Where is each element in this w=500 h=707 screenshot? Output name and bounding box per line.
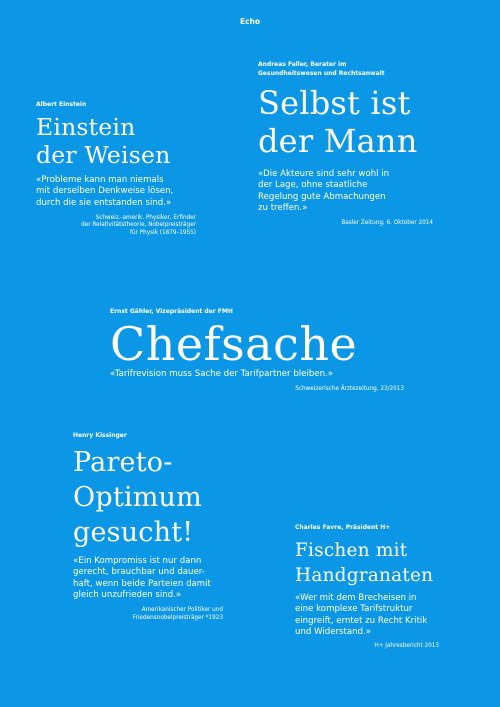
quote-text: [110, 369, 410, 380]
title-line: Fischen mit: [295, 540, 408, 561]
quote-line: «Wer mit dem Brecheisen in: [295, 593, 417, 603]
source-line: der Relativitätstheorie, Nobelpreisträger: [81, 222, 196, 229]
source-line: für Physik (1879–1955): [129, 230, 196, 237]
source-line: Amerikanischer Politiker und: [141, 607, 223, 614]
quote-block-faller: [258, 60, 448, 228]
quote-block-favre: [295, 523, 455, 651]
quote-title: [258, 84, 448, 160]
source-line: Schweiz.-amerik. Physiker, Erfinder: [95, 214, 196, 221]
quote-line: haft, wenn beide Parteien damit: [73, 578, 211, 589]
quote-title: [295, 538, 455, 588]
page-header: Echo: [239, 17, 261, 26]
author-line: Gesundheitswesen und Rechtsanwalt: [258, 70, 385, 77]
quote-author: [258, 60, 448, 78]
quote-author: Charles Favre, Präsident H+: [295, 524, 391, 531]
title-line: Optimum: [73, 482, 202, 513]
quote-text: [36, 175, 196, 209]
quote-line: zu treffen.»: [258, 202, 308, 213]
quote-line: der Lage, ohne staatliche: [258, 180, 368, 191]
quote-block-einstein: [36, 100, 196, 238]
quote-source: [73, 607, 223, 622]
quote-line: durch die sie entstanden sind.»: [36, 197, 172, 208]
title-line: der Weisen: [36, 141, 171, 169]
title-line: der Mann: [258, 122, 418, 160]
quote-author: Ernst Gähler, Vizepräsident der FMH: [110, 308, 233, 315]
quote-line: und Widerstand.»: [295, 626, 372, 637]
quote-title: [36, 113, 196, 169]
quote-line: eine komplexe Tarifstruktur: [295, 604, 413, 615]
title-line: Einstein: [36, 113, 136, 141]
title-line: gesucht!: [73, 517, 194, 548]
source-line: Friedensnobelpreisträger *1923: [132, 614, 223, 621]
quote-text: [295, 593, 455, 638]
quote-line: «Ein Kompromiss ist nur dann: [73, 556, 202, 566]
quote-text: [258, 169, 423, 214]
quote-source: [36, 215, 196, 238]
quote-line: «Probleme kann man niemals: [36, 175, 164, 185]
quote-line: «Tarifrevision muss Sache der Tarifpartner bleiben.»: [110, 369, 334, 379]
quote-line: «Die Akteure sind sehr wohl in: [258, 169, 390, 179]
quote-block-kissinger: [73, 431, 223, 622]
author-line: Andreas Faller, Berater im: [258, 61, 347, 68]
title-line: Pareto-: [73, 447, 173, 478]
source-line: H+ Jahresbericht 2013: [374, 643, 439, 650]
quote-title: [110, 319, 410, 369]
title-line: Handgranaten: [295, 565, 434, 586]
source-line: Basler Zeitung, 6. Oktober 2014: [341, 220, 433, 227]
quote-source: [110, 386, 404, 394]
quote-author: Albert Einstein: [36, 101, 87, 108]
source-line: Schweizerische Ärztezeitung, 23/2013: [295, 386, 404, 393]
quote-block-gaehler: [110, 307, 410, 394]
title-line: Selbst ist: [258, 84, 411, 122]
quote-line: gleich unzufrieden sind.»: [73, 589, 182, 600]
quote-source: [295, 643, 439, 651]
quote-author: Henry Kissinger: [73, 432, 127, 439]
quote-line: Regelung gute Abmachungen: [258, 191, 386, 202]
quote-text: [73, 556, 223, 601]
quote-source: [258, 220, 433, 228]
title-line: Chefsache: [110, 317, 358, 371]
quote-line: gerecht, brauchbar und dauer-: [73, 567, 205, 578]
quote-line: eingreift, erntet zu Recht Kritik: [295, 615, 428, 626]
quote-line: mit derselben Denkweise lösen,: [36, 186, 174, 197]
quote-title: [73, 445, 223, 550]
